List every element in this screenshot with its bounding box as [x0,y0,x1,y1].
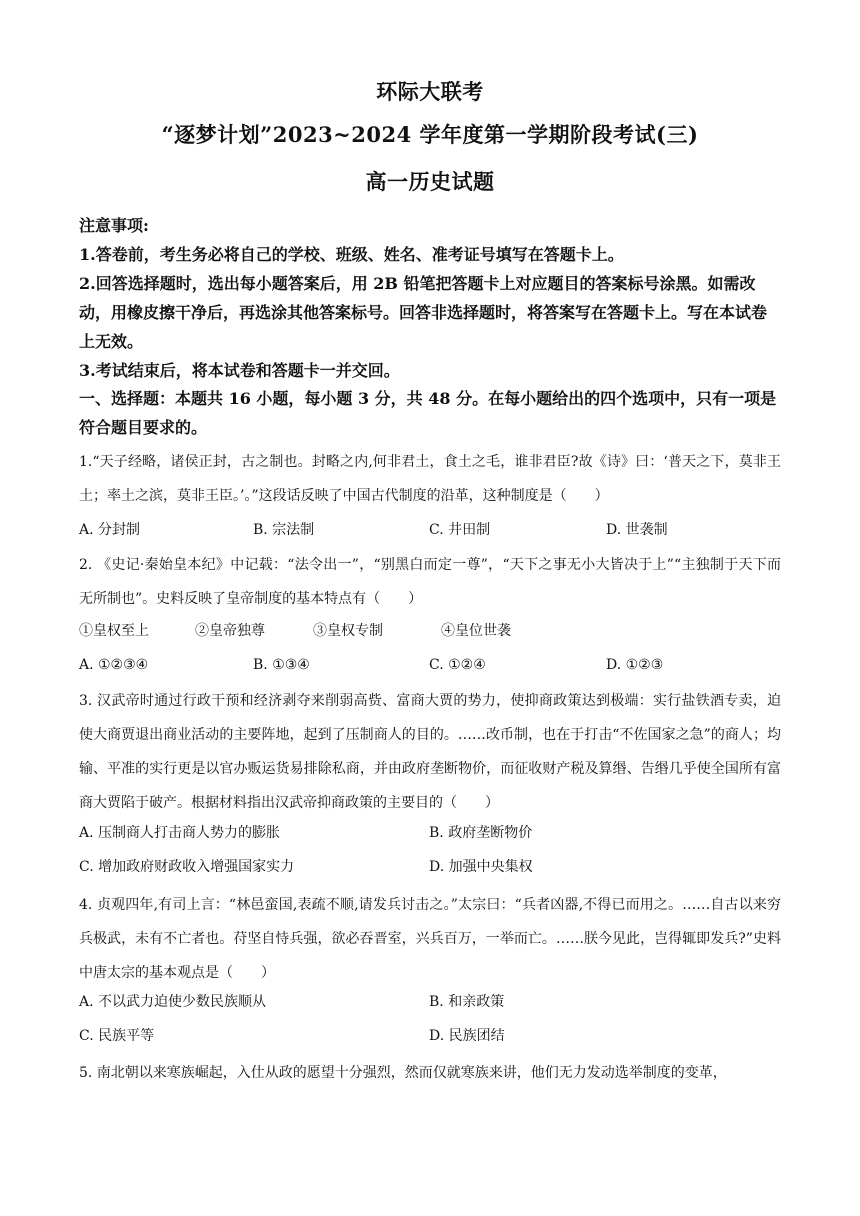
subject-title: 高一历史试题 [365,169,495,194]
question-4-option-d: D. 民族团结 [429,1028,505,1044]
question-1-option-c: C. 井田制 [429,522,491,538]
question-2-statements [79,614,781,648]
question-3-options-row-2 [79,850,781,884]
question-2-option-a: A. ①②③④ [79,657,149,673]
question-2-option-d: D. ①②③ [606,657,664,673]
notice-item-2: 2.回答选择题时，选出每小题答案后，用 2B 铅笔把答题卡上对应题目的答案标号涂黑。如需改动，用橡皮擦干净后，再选涂其他答案标号。回答非选择题时，将答案写在答题卡上。写在本试卷上无效。 [79,274,768,351]
question-2-option-b: B. ①③④ [253,657,310,673]
question-3-options-row-1 [79,816,781,850]
question-4-options-row-2 [79,1019,781,1053]
question-4-option-a: A. 不以武力迫使少数民族顺从 [79,994,267,1010]
exam-session-title: “逐梦计划”2023~2024 学年度第一学期阶段考试(三) [161,122,699,147]
question-2-statement-4: ④皇位世袭 [441,623,511,639]
question-2-statement-1: ①皇权至上 [79,623,149,639]
question-1-option-d: D. 世袭制 [606,522,668,538]
notice-item-3: 3.考试结束后，将本试卷和答题卡一并交回。 [79,361,400,380]
section-heading: 一、选择题：本题共 16 小题，每小题 3 分，共 48 分。在每小题给出的四个选项中，只有一项是符合题目要求的。 [79,389,777,437]
notice-heading: 注意事项: [79,216,149,235]
question-2-stem: 2. 《史记·秦始皇本纪》中记载：“法令出一”，“别黑白而定一尊”，“天下之事无小大皆决于上”“主独制于天下而无所制也”。史料反映了皇帝制度的基本特点有（ ） [79,557,781,607]
question-3-option-c: C. 增加政府财政收入增强国家实力 [79,859,295,875]
question-2-options [79,648,781,682]
question-2-statement-2: ②皇帝独尊 [195,623,265,639]
question-3-option-a: A. 压制商人打击商人势力的膨胀 [79,825,281,841]
question-3-option-d: D. 加强中央集权 [429,859,533,875]
question-4-option-b: B. 和亲政策 [429,994,505,1010]
question-1-options [79,513,781,547]
question-5-stem: 5. 南北朝以来寒族崛起，入仕从政的愿望十分强烈，然而仅就寒族来讲，他们无力发动选举制度的变革， [79,1065,727,1081]
exam-union-title: 环际大联考 [376,79,484,104]
question-4-options-row-1 [79,985,781,1019]
question-3-stem: 3. 汉武帝时通过行政干预和经济剥夺来削弱高赀、富商大贾的势力，使抑商政策达到极端：实行盐铁酒专卖，迫使大商贾退出商业活动的主要阵地，起到了压制商人的目的。……改币制，也在于打击“不佐国家之急”的商人；均输、平准的实行更是以官办贩运货易排除私商，并由政府垄断物价，而征收财产税及算缗、告缗几乎使全国所有富商大贾陷于破产。根据材料指出汉武帝抑商政策的主要目的（ ） [79,693,781,811]
notice-item-1: 1.答卷前，考生务必将自己的学校、班级、姓名、准考证号填写在答题卡上。 [79,245,624,264]
question-2-statement-3: ③皇权专制 [313,623,383,639]
question-1-option-b: B. 宗法制 [253,522,315,538]
question-3-option-b: B. 政府垄断物价 [429,825,533,841]
question-4-option-c: C. 民族平等 [79,1028,155,1044]
question-1-stem: 1.“天子经略，诸侯正封，古之制也。封略之内,何非君土，食土之毛，谁非君臣?故《诗》曰：‘普天之下，莫非王土；率土之滨，莫非王臣。’。”这段话反映了中国古代制度的沿革，这种制度是（ ） [79,454,781,504]
question-2-option-c: C. ①②④ [429,657,486,673]
question-1-option-a: A. 分封制 [79,522,141,538]
question-4-stem: 4. 贞观四年,有司上言：“林邑蛮国,表疏不顺,请发兵讨击之。”太宗曰：“兵者凶器,不得已而用之。……自古以来穷兵极武，未有不亡者也。苻坚自恃兵强，欲必吞晋室，兴兵百万，一举而亡。……朕今见此，岂得辄即发兵?”史料中唐太宗的基本观点是（ ） [79,897,781,981]
